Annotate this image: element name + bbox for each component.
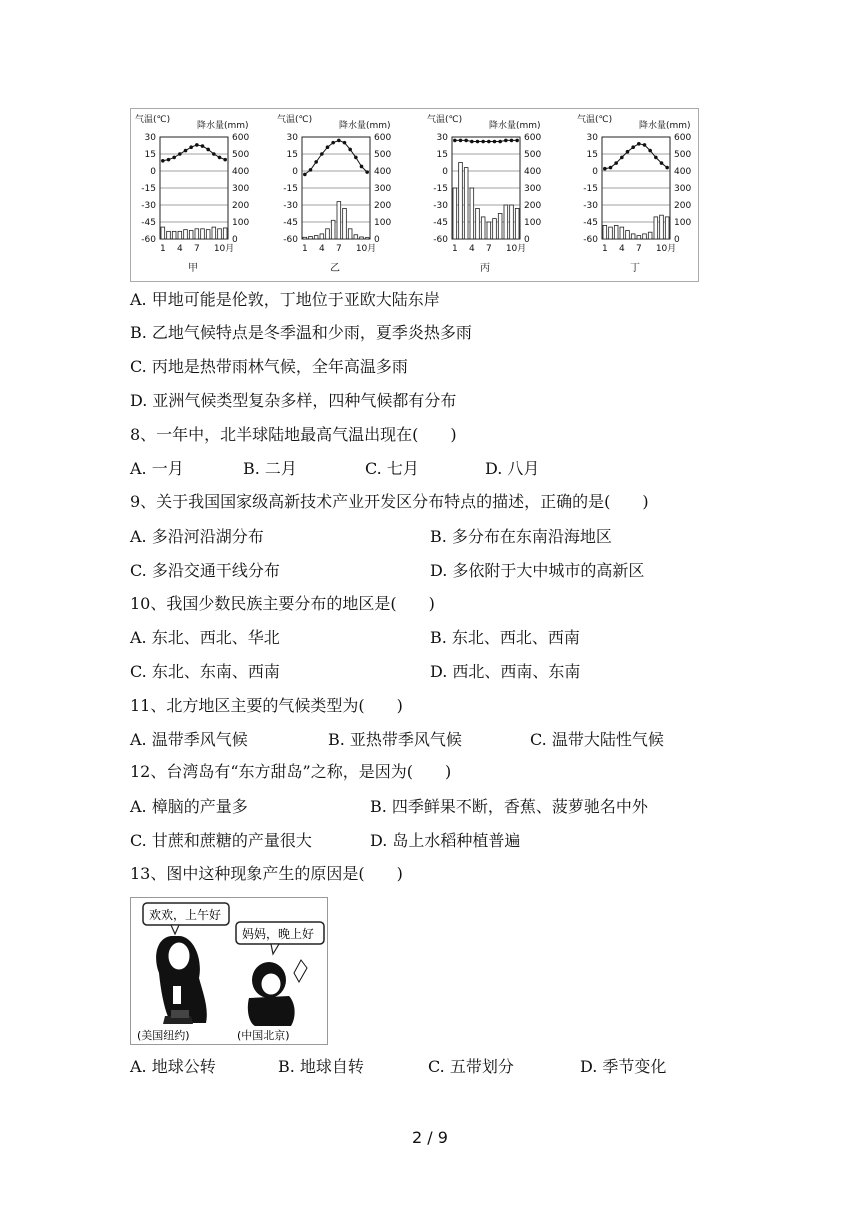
temp-axis-title: 气温(℃)	[277, 115, 313, 125]
precip-axis-title: 降水量(mm)	[489, 121, 541, 131]
q9-option-b: B. 多分布在东南沿海地区	[430, 527, 612, 546]
precip-bar	[206, 230, 210, 239]
q12-option-d: D. 岛上水稻种植普遍	[370, 831, 521, 850]
temp-point	[476, 140, 480, 144]
temp-tick-label: -45	[141, 218, 156, 228]
q10-stem: 10、我国少数民族主要分布的地区是( )	[130, 594, 435, 613]
precip-bar	[331, 220, 335, 239]
temp-point	[348, 148, 352, 152]
temp-tick-label: -45	[583, 218, 598, 228]
climate-charts-svg	[131, 109, 698, 281]
precip-tick-label: 100	[674, 218, 692, 228]
temp-point	[195, 143, 199, 147]
month-tick-label: 10月	[213, 244, 235, 254]
temp-point	[360, 165, 364, 169]
precip-axis-title: 降水量(mm)	[197, 121, 249, 131]
precip-bar	[637, 236, 641, 239]
q9-stem: 9、关于我国国家级高新技术产业开发区分布特点的描述，正确的是( )	[130, 492, 649, 511]
precip-tick-label: 300	[374, 184, 392, 194]
temp-point	[172, 156, 176, 160]
temp-tick-label: 30	[436, 133, 448, 143]
precip-bar	[195, 229, 199, 239]
month-tick-label: 7	[485, 244, 492, 254]
temp-point	[326, 145, 330, 149]
time-zone-comic	[130, 897, 328, 1045]
q8-option-a: A. 一月	[130, 459, 184, 478]
month-tick-label: 1	[451, 244, 458, 254]
q12-stem: 12、台湾岛有“东方甜岛”之称，是因为( )	[130, 762, 452, 781]
temp-tick-label: -15	[141, 184, 156, 194]
precip-tick-label: 0	[374, 235, 380, 245]
precip-tick-label: 500	[374, 150, 392, 160]
chart-name-label: 甲	[188, 263, 198, 274]
precip-tick-label: 600	[524, 133, 542, 143]
precip-axis-title: 降水量(mm)	[639, 121, 691, 131]
temp-line	[605, 144, 667, 169]
temp-tick-label: -15	[433, 184, 448, 194]
precip-tick-label: 600	[374, 133, 392, 143]
precip-tick-label: 400	[232, 167, 250, 177]
left-bubble-text: 欢欢，上午好	[149, 908, 222, 922]
temp-tick-label: -30	[583, 201, 598, 211]
temp-tick-label: -30	[141, 201, 156, 211]
temp-point	[212, 152, 216, 156]
temp-point	[487, 140, 491, 144]
precip-bar	[314, 236, 318, 239]
temp-point	[201, 144, 205, 148]
precip-tick-label: 600	[232, 133, 250, 143]
precip-bar	[626, 231, 630, 240]
temp-point	[637, 142, 641, 146]
month-tick-label: 1	[301, 244, 308, 254]
temp-point	[178, 152, 182, 156]
precip-bar	[348, 229, 352, 239]
temp-point	[309, 168, 313, 172]
right-bubble-text: 妈妈，晚上好	[242, 927, 315, 941]
temp-tick-label: 30	[586, 133, 598, 143]
temp-point	[161, 159, 165, 163]
temp-tick-label: 0	[150, 167, 156, 177]
precip-bar	[487, 222, 491, 239]
precip-bar	[360, 237, 364, 239]
chart-name-label: 丙	[480, 263, 490, 274]
precip-bar	[218, 229, 222, 239]
temp-tick-label: -60	[141, 235, 156, 245]
temp-point	[515, 139, 519, 143]
temp-point	[343, 141, 347, 145]
temp-point	[365, 170, 369, 174]
precip-bar	[201, 229, 205, 239]
month-tick-label: 7	[335, 244, 342, 254]
precip-bar	[504, 205, 508, 239]
temp-tick-label: -60	[433, 235, 448, 245]
q12-option-c: C. 甘蔗和蔗糖的产量很大	[130, 831, 312, 850]
q11-option-b: B. 亚热带季风气候	[328, 730, 462, 749]
precip-tick-label: 300	[232, 184, 250, 194]
q12-option-b: B. 四季鲜果不断，香蕉、菠萝驰名中外	[370, 797, 648, 816]
precip-bar	[303, 237, 307, 239]
temp-point	[331, 141, 335, 145]
chart-name-label: 乙	[330, 263, 340, 274]
temp-point	[603, 167, 607, 171]
temp-point	[609, 166, 613, 170]
q7-option-b: B. 乙地气候特点是冬季温和少雨，夏季炎热多雨	[130, 323, 472, 342]
q13-option-a: A. 地球公转	[130, 1057, 216, 1076]
temp-point	[354, 156, 358, 160]
q10-option-c: C. 东北、东南、西南	[130, 662, 280, 681]
precip-tick-label: 300	[674, 184, 692, 194]
precip-bar	[648, 232, 652, 239]
precip-bar	[643, 234, 647, 239]
precip-bar	[326, 229, 330, 239]
month-tick-label: 4	[618, 244, 625, 254]
temp-point	[303, 173, 307, 177]
precip-bar	[614, 225, 618, 239]
temp-point	[314, 160, 318, 164]
precip-bar	[603, 225, 607, 239]
month-tick-label: 10月	[355, 244, 377, 254]
temp-tick-label: 30	[286, 133, 298, 143]
precip-tick-label: 500	[524, 150, 542, 160]
temp-line	[163, 145, 225, 161]
precip-bar	[178, 231, 182, 239]
temp-tick-label: 15	[286, 150, 298, 160]
precip-tick-label: 100	[524, 218, 542, 228]
q8-stem: 8、一年中，北半球陆地最高气温出现在( )	[130, 425, 457, 444]
precip-tick-label: 500	[232, 150, 250, 160]
precip-bar	[309, 236, 313, 239]
month-tick-label: 10月	[655, 244, 677, 254]
precip-bar	[343, 208, 347, 239]
temp-point	[459, 139, 463, 143]
temp-point	[504, 139, 508, 143]
precip-bar	[453, 188, 457, 239]
temp-tick-label: -30	[433, 201, 448, 211]
page-number: 2 / 9	[412, 1128, 448, 1147]
precip-tick-label: 500	[674, 150, 692, 160]
temp-tick-label: 0	[442, 167, 448, 177]
temp-tick-label: 15	[144, 150, 156, 160]
temp-point	[626, 150, 630, 154]
temp-point	[498, 140, 502, 144]
q13-option-d: D. 季节变化	[580, 1057, 667, 1076]
temp-tick-label: 15	[586, 150, 598, 160]
temp-point	[654, 156, 658, 160]
temp-tick-label: -60	[583, 235, 598, 245]
precip-tick-label: 600	[674, 133, 692, 143]
precip-tick-label: 200	[524, 201, 542, 211]
precip-bar	[167, 231, 171, 239]
month-tick-label: 1	[159, 244, 166, 254]
precip-bar	[476, 208, 480, 239]
temp-tick-label: -60	[283, 235, 298, 245]
precip-bar	[631, 234, 635, 239]
temp-point	[189, 145, 193, 149]
temp-point	[614, 161, 618, 165]
temp-point	[481, 140, 485, 144]
temp-point	[206, 148, 210, 152]
precip-bar	[161, 227, 165, 239]
temp-point	[167, 158, 171, 162]
precip-tick-label: 200	[374, 201, 392, 211]
precip-bar	[172, 231, 176, 239]
child-figure	[248, 960, 307, 1026]
temp-point	[510, 139, 514, 143]
temp-point	[631, 145, 635, 149]
caption-left: (美国纽约)	[137, 1029, 190, 1042]
precip-bar	[481, 217, 485, 239]
precip-bar	[223, 228, 227, 239]
month-tick-label: 7	[635, 244, 642, 254]
q8-option-d: D. 八月	[485, 459, 540, 478]
temp-point	[453, 139, 457, 143]
q10-option-d: D. 西北、西南、东南	[430, 662, 581, 681]
precip-tick-label: 200	[232, 201, 250, 211]
precip-tick-label: 400	[674, 167, 692, 177]
q9-option-a: A. 多沿河沿湖分布	[130, 527, 264, 546]
woman-figure	[156, 936, 207, 1024]
precip-tick-label: 100	[232, 218, 250, 228]
precip-bar	[459, 163, 463, 240]
month-tick-label: 4	[318, 244, 325, 254]
temp-tick-label: 15	[436, 150, 448, 160]
month-tick-label: 4	[176, 244, 183, 254]
q13-option-b: B. 地球自转	[278, 1057, 364, 1076]
temp-tick-label: 0	[592, 167, 598, 177]
month-tick-label: 1	[601, 244, 608, 254]
temp-point	[218, 156, 222, 160]
temp-point	[223, 158, 227, 162]
temp-axis-title: 气温(℃)	[135, 115, 171, 125]
precip-tick-label: 0	[674, 235, 680, 245]
precip-bar	[609, 227, 613, 239]
q9-option-c: C. 多沿交通干线分布	[130, 561, 280, 580]
precip-tick-label: 400	[524, 167, 542, 177]
temp-point	[337, 139, 341, 143]
q11-stem: 11、北方地区主要的气候类型为( )	[130, 696, 403, 715]
precip-bar	[620, 227, 624, 239]
temp-point	[470, 140, 474, 144]
temp-tick-label: -45	[283, 218, 298, 228]
q12-option-a: A. 樟脑的产量多	[130, 797, 248, 816]
temp-tick-label: 0	[292, 167, 298, 177]
precip-bar	[337, 202, 341, 239]
precip-bar	[498, 214, 502, 240]
q8-option-c: C. 七月	[365, 459, 419, 478]
chart-name-label: 丁	[630, 263, 640, 274]
q7-option-a: A. 甲地可能是伦敦，丁地位于亚欧大陆东岸	[130, 290, 440, 309]
q8-option-b: B. 二月	[243, 459, 297, 478]
precip-tick-label: 200	[674, 201, 692, 211]
temp-point	[665, 166, 669, 170]
temp-line	[305, 140, 367, 174]
precip-tick-label: 300	[524, 184, 542, 194]
precip-axis-title: 降水量(mm)	[339, 121, 391, 131]
precip-tick-label: 100	[374, 218, 392, 228]
q10-option-a: A. 东北、西北、华北	[130, 628, 280, 647]
precip-bar	[354, 235, 358, 239]
precip-bar	[510, 205, 514, 239]
q11-option-a: A. 温带季风气候	[130, 730, 248, 749]
precip-bar	[660, 215, 664, 239]
precip-bar	[184, 230, 188, 239]
temp-point	[620, 156, 624, 160]
temp-point	[320, 152, 324, 156]
precip-bar	[515, 208, 519, 239]
month-tick-label: 7	[193, 244, 200, 254]
temp-point	[493, 140, 497, 144]
precip-bar	[470, 188, 474, 239]
month-tick-label: 10月	[505, 244, 527, 254]
temp-point	[643, 143, 647, 147]
precip-bar	[654, 217, 658, 239]
precip-bar	[320, 234, 324, 239]
q7-option-d: D. 亚洲气候类型复杂多样，四种气候都有分布	[130, 391, 457, 410]
temp-point	[184, 149, 188, 153]
precip-bar	[365, 238, 369, 239]
precip-bar	[212, 227, 216, 239]
temp-point	[464, 139, 468, 143]
temp-line	[455, 140, 517, 141]
precip-bar	[464, 168, 468, 239]
q13-option-c: C. 五带划分	[428, 1057, 514, 1076]
precip-bar	[665, 217, 669, 239]
q9-option-d: D. 多依附于大中城市的高新区	[430, 561, 645, 580]
temp-tick-label: -15	[583, 184, 598, 194]
temp-tick-label: -15	[283, 184, 298, 194]
q11-option-c: C. 温带大陆性气候	[530, 730, 664, 749]
temp-axis-title: 气温(℃)	[577, 115, 613, 125]
q7-option-c: C. 丙地是热带雨林气候，全年高温多雨	[130, 357, 408, 376]
caption-right: (中国北京)	[237, 1029, 290, 1042]
temp-tick-label: 30	[144, 133, 156, 143]
precip-tick-label: 0	[524, 235, 530, 245]
precip-bar	[189, 231, 193, 240]
precip-bar	[493, 219, 497, 239]
temp-point	[648, 149, 652, 153]
temp-point	[660, 161, 664, 165]
temp-axis-title: 气温(℃)	[427, 115, 463, 125]
temp-tick-label: -45	[433, 218, 448, 228]
temp-tick-label: -30	[283, 201, 298, 211]
precip-tick-label: 0	[232, 235, 238, 245]
precip-tick-label: 400	[374, 167, 392, 177]
climate-charts-figure	[130, 108, 699, 282]
month-tick-label: 4	[468, 244, 475, 254]
q10-option-b: B. 东北、西北、西南	[430, 628, 580, 647]
q13-stem: 13、图中这种现象产生的原因是( )	[130, 864, 403, 883]
